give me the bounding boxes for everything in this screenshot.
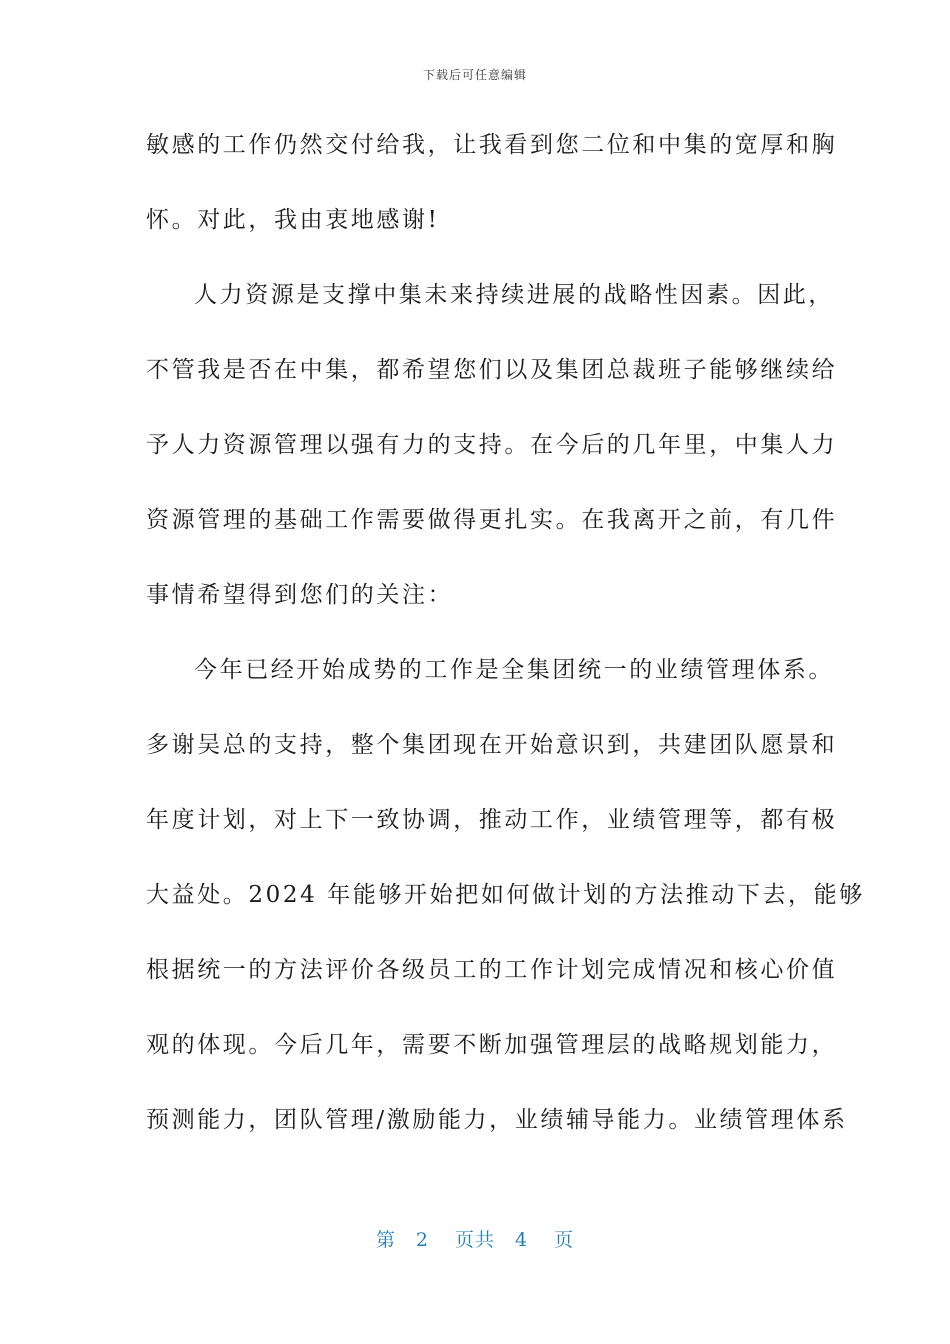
page-footer (0, 1225, 950, 1252)
footer-middle: 页共 (454, 1229, 495, 1251)
footer-page-number: 2 (415, 1229, 429, 1251)
text-line: 资源管理的基础工作需要做得更扎实。在我离开之前，有几件 (146, 507, 838, 533)
text-line: 年度计划，对上下一致协调，推动工作，业绩管理等，都有极 (146, 807, 838, 833)
footer-prefix: 第 (375, 1229, 396, 1251)
text-line: 敏感的工作仍然交付给我，让我看到您二位和中集的宽厚和胸 (146, 132, 838, 158)
paragraph-first-line: 今年已经开始成势的工作是全集团统一的业绩管理体系。 (194, 657, 834, 683)
body-text (146, 122, 865, 1172)
text-line: 多谢吴总的支持，整个集团现在开始意识到，共建团队愿景和 (146, 732, 838, 758)
text-line: 怀。对此，我由衷地感谢! (146, 207, 440, 233)
text-line: 预测能力，团队管理/激励能力，业绩辅导能力。业绩管理体系 (146, 1107, 848, 1133)
text-line: 事情希望得到您们的关注： (146, 582, 454, 608)
footer-suffix: 页 (554, 1229, 575, 1251)
text-line: 不管我是否在中集，都希望您们以及集团总裁班子能够继续给 (146, 357, 838, 383)
text-line: 观的体现。今后几年，需要不断加强管理层的战略规划能力， (146, 1032, 838, 1058)
text-line: 予人力资源管理以强有力的支持。在今后的几年里，中集人力 (146, 432, 838, 458)
header-note: 下载后可任意编辑 (422, 68, 527, 82)
footer-total-pages: 4 (515, 1229, 529, 1251)
text-line: 大益处。2024 年能够开始把如何做计划的方法推动下去，能够 (146, 882, 865, 908)
text-line: 根据统一的方法评价各级员工的工作计划完成情况和核心价值 (146, 957, 838, 983)
paragraph-first-line: 人力资源是支撑中集未来持续进展的战略性因素。因此， (194, 282, 834, 308)
